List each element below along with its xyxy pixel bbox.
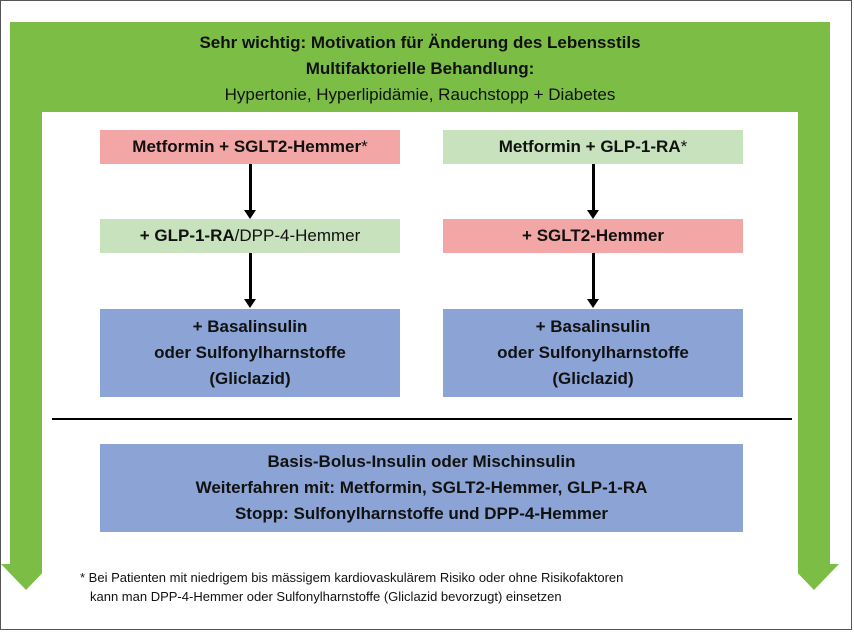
right-step3-box (443, 309, 743, 397)
header-line-2: Multifaktorielle Behandlung: (305, 59, 535, 78)
footnote-line-1: * Bei Patienten mit niedrigem bis mässigem kardiovaskulärem Risiko oder ohne Risikofaktoren (80, 570, 624, 585)
left-arrow-2-line (249, 253, 252, 299)
right-green-arrow-shaft (798, 100, 830, 564)
left-step1-star: * (361, 137, 368, 156)
right-step3-line-2: oder Sulfonylharnstoffe (497, 343, 689, 362)
right-arrow-1-line (592, 164, 595, 210)
left-step2-text-a: GLP-1-RA (154, 226, 235, 245)
header-line-3: Hypertonie, Hyperlipidämie, Rauchstopp + Diabetes (224, 85, 616, 104)
right-arrow-2-head (587, 299, 599, 308)
bottom-line-3: Stopp: Sulfonylharnstoffe und DPP-4-Hemmer (234, 504, 609, 523)
section-divider (52, 418, 792, 420)
footnote (80, 568, 623, 606)
left-step1-box (100, 130, 400, 164)
left-step3-line-2: oder Sulfonylharnstoffe (154, 343, 346, 362)
right-step2-text-a: SGLT2-Hemmer (536, 226, 664, 245)
right-arrow-2-line (592, 253, 595, 299)
left-step2-box (100, 219, 400, 253)
right-step3-line-1: + Basalinsulin (535, 317, 651, 336)
left-step3-box (100, 309, 400, 397)
footnote-line-2: kann man DPP-4-Hemmer oder Sulfonylharnstoffe (Gliclazid bevorzugt) einsetzen (90, 589, 562, 604)
left-arrow-1-head (244, 210, 256, 219)
bottom-line-2: Weiterfahren mit: Metformin, SGLT2-Hemmer, GLP-1-RA (195, 478, 648, 497)
right-step2-plus: + (522, 226, 532, 245)
right-step1-text-a: Metformin + (498, 137, 596, 156)
left-step3-line-1: + Basalinsulin (192, 317, 308, 336)
right-step1-text-b: GLP-1-RA (600, 137, 681, 156)
header-text (10, 30, 830, 108)
left-step1-text-a: Metformin + (132, 137, 230, 156)
bottom-line-1: Basis-Bolus-Insulin oder Mischinsulin (267, 452, 576, 471)
left-step2-plus: + (139, 226, 150, 245)
bottom-insulin-box (100, 444, 743, 532)
left-arrow-1-line (249, 164, 252, 210)
left-step3-line-3: (Gliclazid) (209, 369, 291, 388)
left-step2-text-b: /DPP-4-Hemmer (234, 226, 361, 245)
left-step1-text-b: SGLT2-Hemmer (233, 137, 362, 156)
right-arrow-1-head (587, 210, 599, 219)
header-line-1: Sehr wichtig: Motivation für Änderung des Lebensstils (199, 33, 641, 52)
right-step2-box (443, 219, 743, 253)
right-step3-line-3: (Gliclazid) (552, 369, 634, 388)
left-arrow-2-head (244, 299, 256, 308)
right-step1-star: * (680, 137, 688, 156)
left-green-arrow-shaft (10, 100, 42, 564)
right-step1-box (443, 130, 743, 164)
